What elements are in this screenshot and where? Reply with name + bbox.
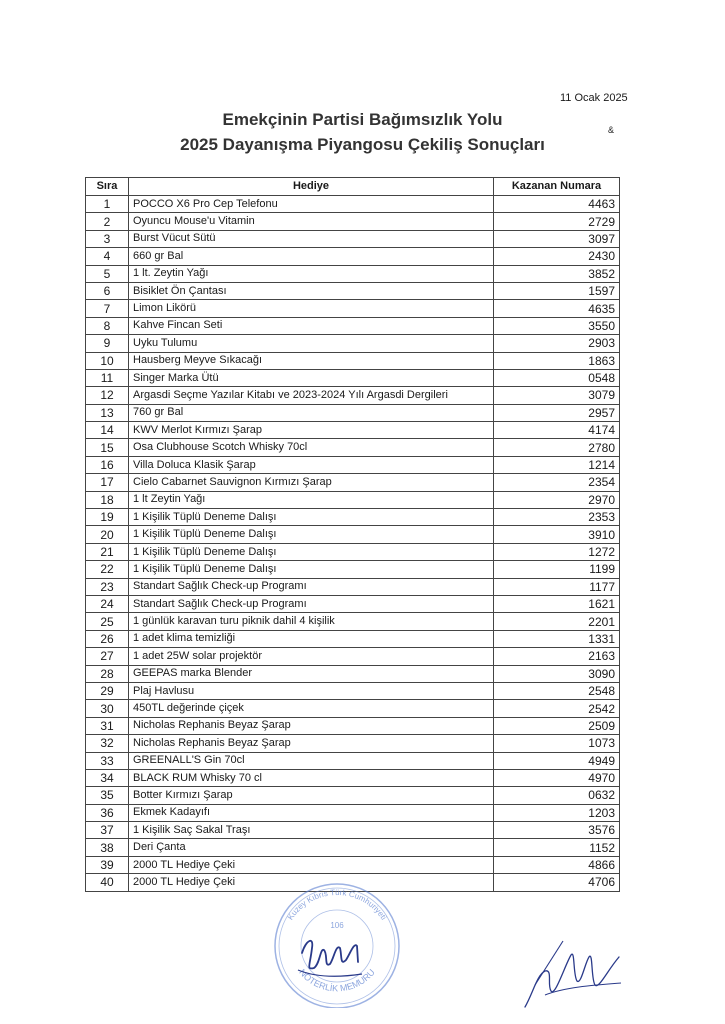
table-row (86, 439, 620, 456)
table-row (86, 404, 620, 421)
table-row (86, 230, 620, 247)
winning-number-cell: 2970 (494, 491, 620, 508)
winning-number-cell: 2903 (494, 335, 620, 352)
table-header-row (86, 178, 620, 196)
gift-cell: Limon Likörü (129, 300, 494, 317)
table-row (86, 300, 620, 317)
table-row (86, 282, 620, 299)
row-number-cell: 36 (86, 804, 129, 821)
table-row (86, 700, 620, 717)
gift-cell: 1 lt Zeytin Yağı (129, 491, 494, 508)
table-row (86, 213, 620, 230)
winning-number-cell: 1621 (494, 595, 620, 612)
row-number-cell: 18 (86, 491, 129, 508)
column-header-sira: Sıra (86, 178, 129, 196)
row-number-cell: 9 (86, 335, 129, 352)
winning-number-cell: 2957 (494, 404, 620, 421)
row-number-cell: 25 (86, 613, 129, 630)
row-number-cell: 27 (86, 648, 129, 665)
row-number-cell: 20 (86, 526, 129, 543)
gift-cell: Hausberg Meyve Sıkacağı (129, 352, 494, 369)
row-number-cell: 32 (86, 735, 129, 752)
winning-number-cell: 4866 (494, 856, 620, 873)
table-row (86, 196, 620, 213)
winning-number-cell: 1597 (494, 282, 620, 299)
winning-number-cell: 2542 (494, 700, 620, 717)
table-row (86, 665, 620, 682)
table-row (86, 369, 620, 386)
results-table (85, 177, 620, 892)
row-number-cell: 5 (86, 265, 129, 282)
table-row (86, 422, 620, 439)
row-number-cell: 39 (86, 856, 129, 873)
winning-number-cell: 2780 (494, 439, 620, 456)
date: 11 Ocak 2025 (560, 92, 628, 104)
row-number-cell: 14 (86, 422, 129, 439)
row-number-cell: 37 (86, 822, 129, 839)
winning-number-cell: 1203 (494, 804, 620, 821)
winning-number-cell: 1073 (494, 735, 620, 752)
table-row (86, 752, 620, 769)
row-number-cell: 12 (86, 387, 129, 404)
row-number-cell: 28 (86, 665, 129, 682)
row-number-cell: 26 (86, 630, 129, 647)
gift-cell: 2000 TL Hediye Çeki (129, 856, 494, 873)
row-number-cell: 8 (86, 317, 129, 334)
winning-number-cell: 3852 (494, 265, 620, 282)
row-number-cell: 38 (86, 839, 129, 856)
winning-number-cell: 3097 (494, 230, 620, 247)
gift-cell: 2000 TL Hediye Çeki (129, 874, 494, 891)
table-row (86, 787, 620, 804)
page-title-line-1: Emekçinin Partisi Bağımsızlık Yolu (222, 110, 503, 129)
row-number-cell: 3 (86, 230, 129, 247)
gift-cell: 1 Kişilik Tüplü Deneme Dalışı (129, 526, 494, 543)
winning-number-cell: 2201 (494, 613, 620, 630)
gift-cell: Osa Clubhouse Scotch Whisky 70cl (129, 439, 494, 456)
signature-1-icon (302, 941, 358, 969)
table-row (86, 456, 620, 473)
gift-cell: 450TL değerinde çiçek (129, 700, 494, 717)
winning-number-cell: 1331 (494, 630, 620, 647)
winning-number-cell: 1863 (494, 352, 620, 369)
signature-2-icon (515, 935, 625, 1010)
gift-cell: Ekmek Kadayıfı (129, 804, 494, 821)
column-header-kazanan-numara: Kazanan Numara (494, 178, 620, 196)
row-number-cell: 2 (86, 213, 129, 230)
table-row (86, 613, 620, 630)
table-row (86, 839, 620, 856)
gift-cell: Villa Doluca Klasik Şarap (129, 456, 494, 473)
row-number-cell: 15 (86, 439, 129, 456)
winning-number-cell: 2548 (494, 682, 620, 699)
winning-number-cell: 3090 (494, 665, 620, 682)
row-number-cell: 33 (86, 752, 129, 769)
gift-cell: Deri Çanta (129, 839, 494, 856)
gift-cell: GREENALL'S Gin 70cl (129, 752, 494, 769)
winning-number-cell: 3079 (494, 387, 620, 404)
table-row (86, 822, 620, 839)
winning-number-cell: 2729 (494, 213, 620, 230)
winning-number-cell: 1152 (494, 839, 620, 856)
row-number-cell: 19 (86, 509, 129, 526)
winning-number-cell: 4949 (494, 752, 620, 769)
table-row (86, 474, 620, 491)
table-row (86, 265, 620, 282)
row-number-cell: 13 (86, 404, 129, 421)
winning-number-cell: 4463 (494, 196, 620, 213)
table-row (86, 856, 620, 873)
gift-cell: 1 lt. Zeytin Yağı (129, 265, 494, 282)
row-number-cell: 11 (86, 369, 129, 386)
table-row (86, 335, 620, 352)
winning-number-cell: 3550 (494, 317, 620, 334)
table-row (86, 735, 620, 752)
winning-number-cell: 4635 (494, 300, 620, 317)
row-number-cell: 6 (86, 282, 129, 299)
row-number-cell: 35 (86, 787, 129, 804)
gift-cell: Oyuncu Mouse'u Vitamin (129, 213, 494, 230)
table-row (86, 526, 620, 543)
gift-cell: KWV Merlot Kırmızı Şarap (129, 422, 494, 439)
gift-cell: 1 adet klima temizliği (129, 630, 494, 647)
gift-cell: Cielo Cabarnet Sauvignon Kırmızı Şarap (129, 474, 494, 491)
gift-cell: GEEPAS marka Blender (129, 665, 494, 682)
table-row (86, 352, 620, 369)
row-number-cell: 40 (86, 874, 129, 891)
gift-cell: 760 gr Bal (129, 404, 494, 421)
table-row (86, 561, 620, 578)
gift-cell: Nicholas Rephanis Beyaz Şarap (129, 717, 494, 734)
table-row (86, 648, 620, 665)
table-row (86, 543, 620, 560)
row-number-cell: 10 (86, 352, 129, 369)
winning-number-cell: 4970 (494, 769, 620, 786)
table-row (86, 317, 620, 334)
row-number-cell: 23 (86, 578, 129, 595)
table-row (86, 630, 620, 647)
gift-cell: 1 günlük karavan turu piknik dahil 4 kişilik (129, 613, 494, 630)
row-number-cell: 1 (86, 196, 129, 213)
row-number-cell: 21 (86, 543, 129, 560)
page-title-line-2: 2025 Dayanışma Piyangosu Çekiliş Sonuçları (180, 135, 545, 154)
gift-cell: BLACK RUM Whisky 70 cl (129, 769, 494, 786)
table-row (86, 682, 620, 699)
gift-cell: 1 Kişilik Tüplü Deneme Dalışı (129, 561, 494, 578)
gift-cell: 1 Kişilik Saç Sakal Traşı (129, 822, 494, 839)
row-number-cell: 31 (86, 717, 129, 734)
winning-number-cell: 0632 (494, 787, 620, 804)
row-number-cell: 4 (86, 248, 129, 265)
row-number-cell: 17 (86, 474, 129, 491)
gift-cell: Uyku Tulumu (129, 335, 494, 352)
gift-cell: Plaj Havlusu (129, 682, 494, 699)
table-row (86, 578, 620, 595)
winning-number-cell: 2163 (494, 648, 620, 665)
gift-cell: 660 gr Bal (129, 248, 494, 265)
gift-cell: POCCO X6 Pro Cep Telefonu (129, 196, 494, 213)
gift-cell: Botter Kırmızı Şarap (129, 787, 494, 804)
gift-cell: 1 Kişilik Tüplü Deneme Dalışı (129, 509, 494, 526)
row-number-cell: 29 (86, 682, 129, 699)
table-row (86, 491, 620, 508)
svg-text:NOTERLİK MEMURU (297, 967, 377, 993)
stamp-text-top: Kuzey Kıbrıs Türk Cumhuriyeti (285, 887, 389, 922)
row-number-cell: 22 (86, 561, 129, 578)
svg-text:Kuzey Kıbrıs Türk Cumhuriyeti (286, 888, 389, 922)
winning-number-cell: 3576 (494, 822, 620, 839)
row-number-cell: 16 (86, 456, 129, 473)
row-number-cell: 24 (86, 595, 129, 612)
row-number-cell: 7 (86, 300, 129, 317)
table-row (86, 387, 620, 404)
stamp-text-bottom: NOTERLİK MEMURU (297, 967, 377, 994)
column-header-hediye: Hediye (129, 178, 494, 196)
table-row (86, 595, 620, 612)
corner-mark: & (608, 125, 615, 135)
winning-number-cell: 4706 (494, 874, 620, 891)
gift-cell: Burst Vücut Sütü (129, 230, 494, 247)
winning-number-cell: 2430 (494, 248, 620, 265)
gift-cell: Bisiklet Ön Çantası (129, 282, 494, 299)
winning-number-cell: 2354 (494, 474, 620, 491)
table-row (86, 717, 620, 734)
table-row (86, 248, 620, 265)
table-row (86, 804, 620, 821)
gift-cell: 1 adet 25W solar projektör (129, 648, 494, 665)
winning-number-cell: 4174 (494, 422, 620, 439)
gift-cell: Standart Sağlık Check-up Programı (129, 595, 494, 612)
winning-number-cell: 1214 (494, 456, 620, 473)
winning-number-cell: 1199 (494, 561, 620, 578)
gift-cell: Kahve Fincan Seti (129, 317, 494, 334)
gift-cell: Standart Sağlık Check-up Programı (129, 578, 494, 595)
notary-stamp (262, 878, 412, 1008)
row-number-cell: 30 (86, 700, 129, 717)
winning-number-cell: 1177 (494, 578, 620, 595)
stamp-number: 106 (330, 921, 344, 930)
row-number-cell: 34 (86, 769, 129, 786)
winning-number-cell: 0548 (494, 369, 620, 386)
gift-cell: Argasdi Seçme Yazılar Kitabı ve 2023-2024 Yılı Argasdi Dergileri (129, 387, 494, 404)
table-row (86, 509, 620, 526)
winning-number-cell: 3910 (494, 526, 620, 543)
gift-cell: 1 Kişilik Tüplü Deneme Dalışı (129, 543, 494, 560)
winning-number-cell: 2509 (494, 717, 620, 734)
table-row (86, 769, 620, 786)
gift-cell: Nicholas Rephanis Beyaz Şarap (129, 735, 494, 752)
winning-number-cell: 2353 (494, 509, 620, 526)
winning-number-cell: 1272 (494, 543, 620, 560)
gift-cell: Singer Marka Ütü (129, 369, 494, 386)
